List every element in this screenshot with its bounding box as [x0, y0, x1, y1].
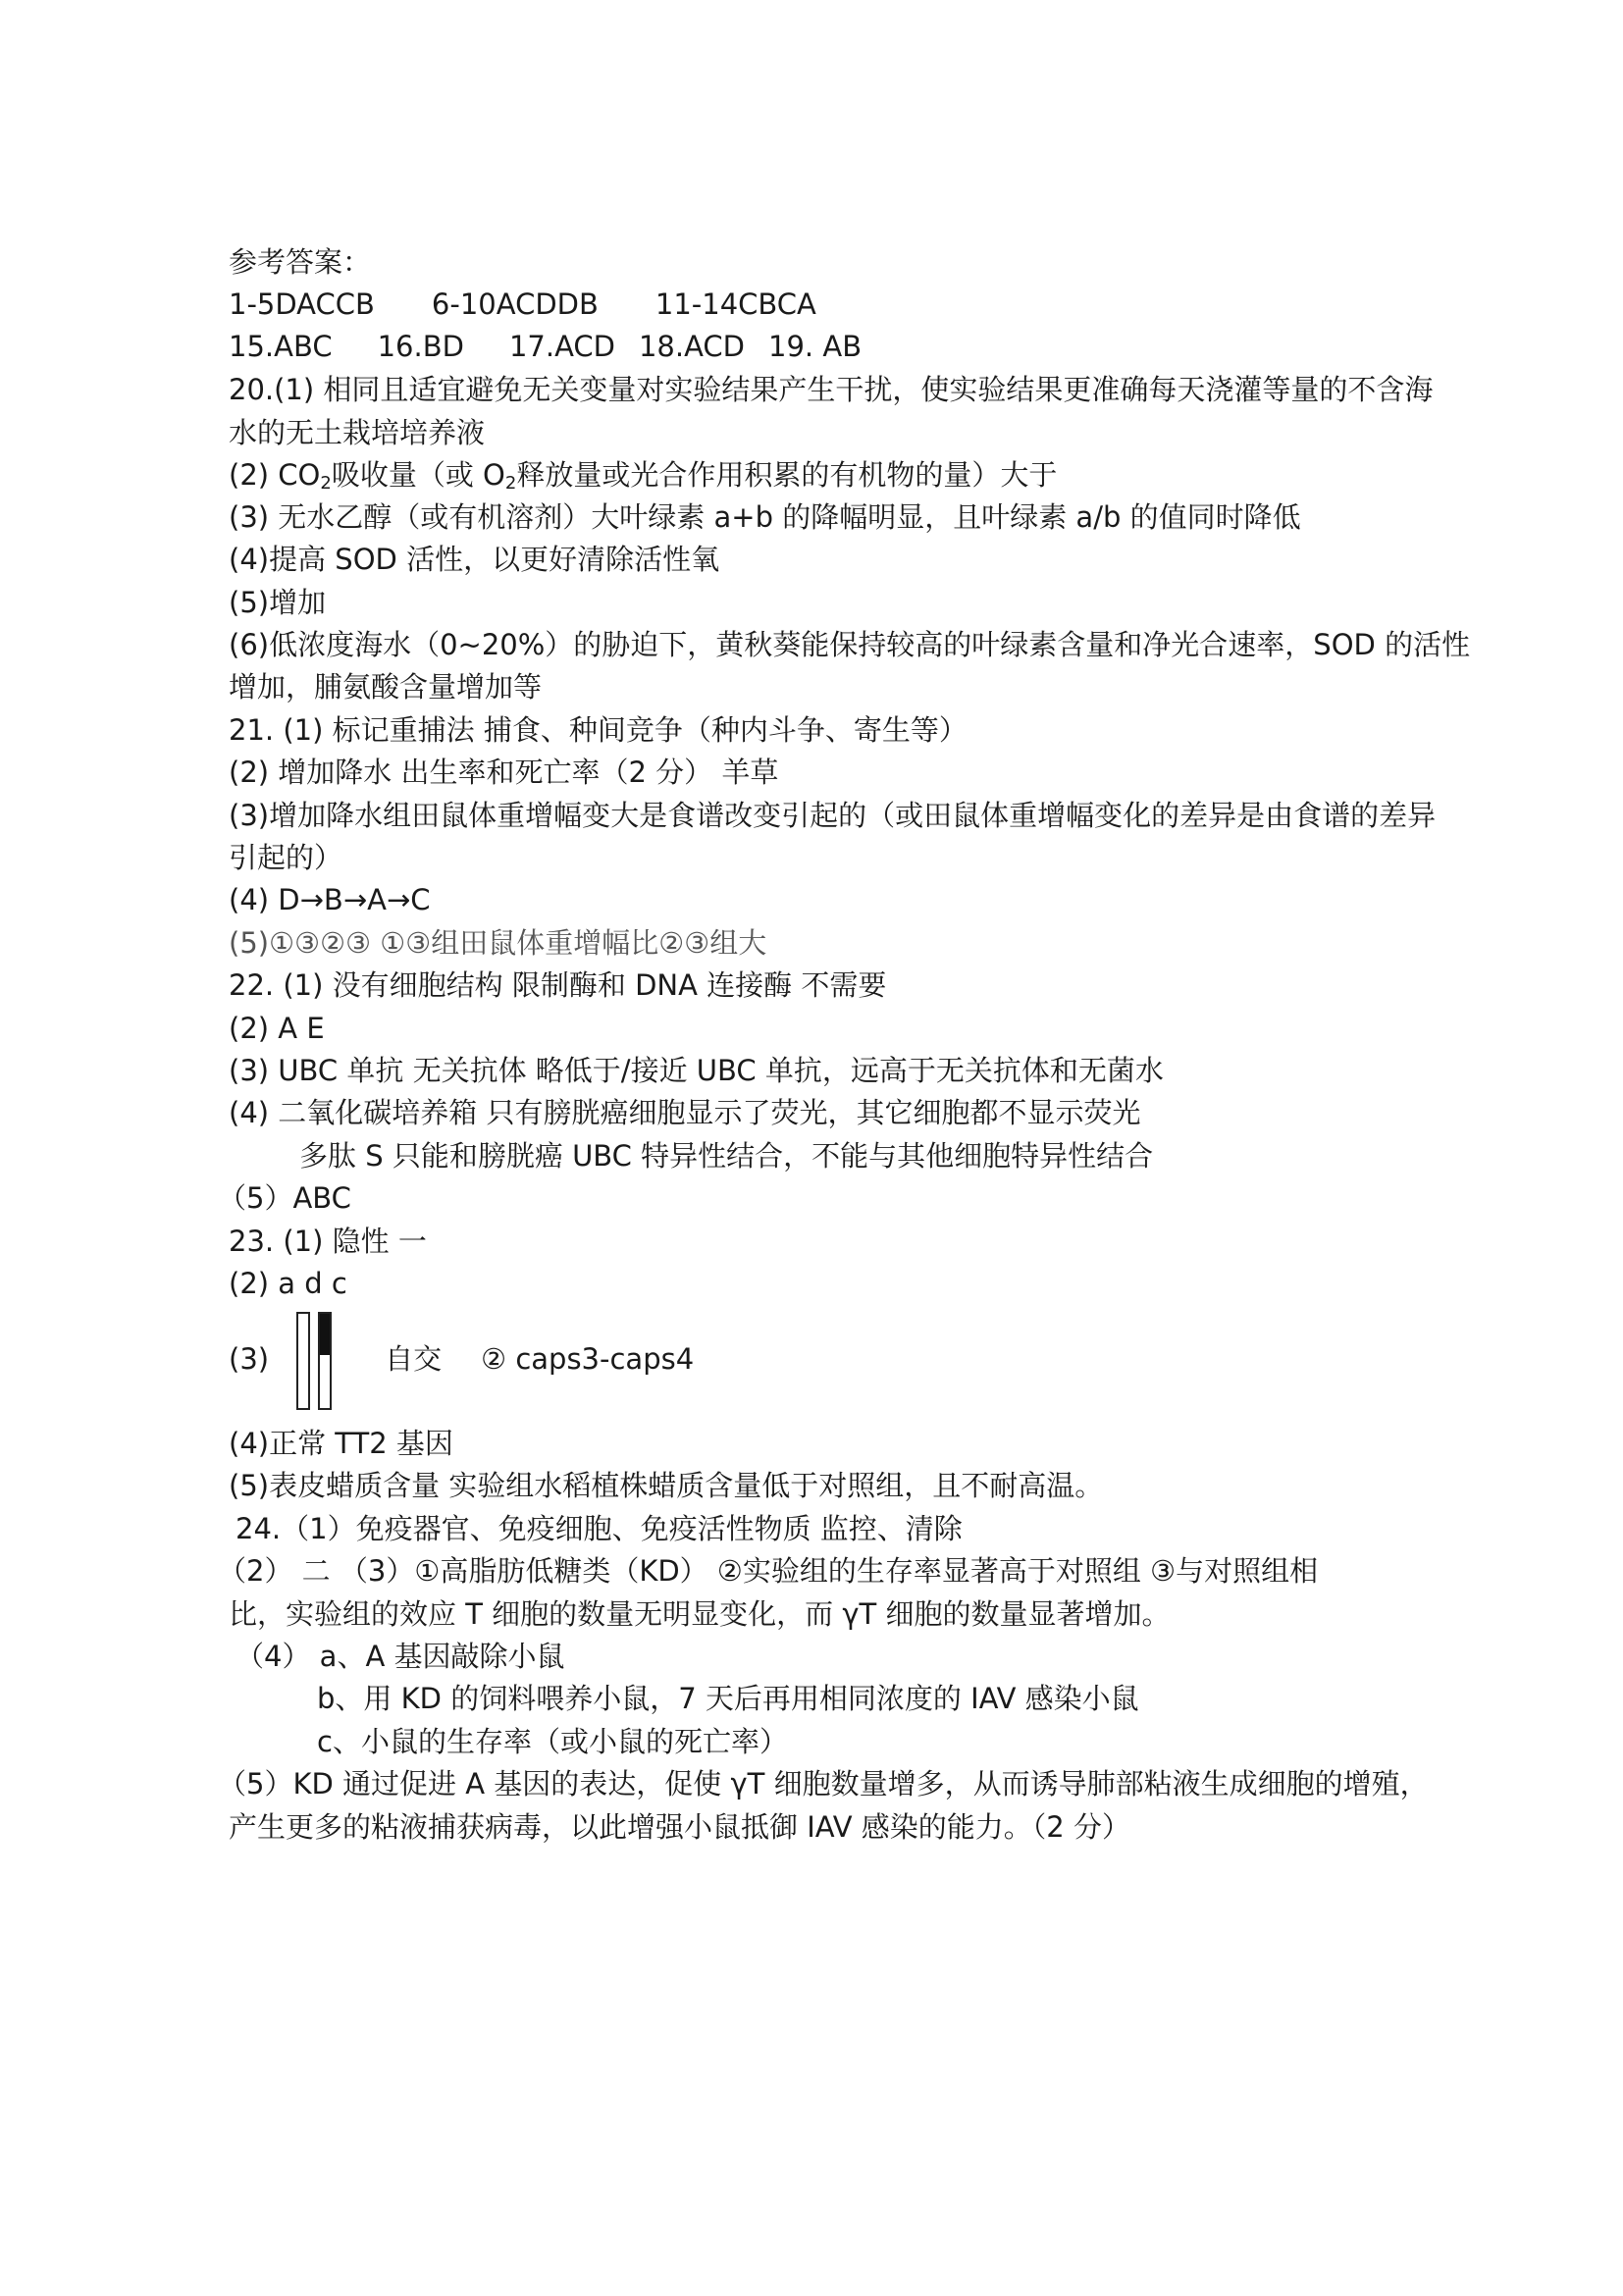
mc-6-10: 6-10ACDDB [431, 287, 599, 321]
q16: 16.BD [377, 330, 464, 363]
q21-line-4: 引起的） [229, 841, 343, 874]
q24-line-4: （4） a、A 基因敲除小鼠 [236, 1640, 565, 1673]
q21-line-6: (5)①③②③ ①③组田鼠体重增幅比②③组大 [229, 926, 767, 960]
q23-line-4: (4)正常 TT2 基因 [229, 1427, 453, 1460]
q15: 15.ABC [229, 330, 333, 363]
q22-line-5: 多肽 S 只能和膀胱癌 UBC 特异性结合，不能与其他细胞特异性结合 [299, 1139, 1154, 1173]
q18: 18.ACD [638, 330, 746, 363]
q21-line-3: (3)增加降水组田鼠体重增幅变大是食谱改变引起的（或田鼠体重增幅变化的差异是由食谱的差异 [229, 799, 1437, 832]
q23-line-1: 23. (1) 隐性 一 [229, 1225, 427, 1258]
q23-3-selfcross: 自交 [385, 1342, 443, 1376]
chromosome-marked-segment [320, 1314, 330, 1355]
q20-2-prefix: (2) CO [229, 458, 321, 492]
q22-line-4: (4) 二氧化碳培养箱 只有膀胱癌细胞显示了荧光，其它细胞都不显示荧光 [229, 1096, 1141, 1129]
q24-line-2: （2） 二 （3）①高脂肪低糖类（KD） ②实验组的生存率显著高于对照组 ③与对照组相 [218, 1554, 1319, 1588]
q23-3-label: (3) [229, 1342, 270, 1376]
q24-line-5: b、用 KD 的饲料喂养小鼠，7 天后再用相同浓度的 IAV 感染小鼠 [317, 1682, 1139, 1715]
q20-line-5: (4)提高 SOD 活性，以更好清除活性氧 [229, 543, 720, 576]
q22-line-6: （5）ABC [218, 1181, 351, 1215]
q17: 17.ACD [508, 330, 615, 363]
q21-line-1: 21. (1) 标记重捕法 捕食、种间竞争（种内斗争、寄生等） [229, 713, 968, 747]
q23-line-5: (5)表皮蜡质含量 实验组水稻植株蜡质含量低于对照组，且不耐高温。 [229, 1469, 1104, 1502]
q21-line-5: (4) D→B→A→C [229, 883, 431, 916]
mc-answers-line [229, 287, 816, 321]
q20-line-3 [229, 458, 1057, 500]
q23-line-2: (2) a d c [229, 1267, 347, 1300]
q20-line-4: (3) 无水乙醇（或有机溶剂）大叶绿素 a+b 的降幅明显，且叶绿素 a/b 的值同时降低 [229, 500, 1301, 534]
q22-line-2: (2) A E [229, 1012, 325, 1045]
co2-subscript: 2 [320, 473, 332, 494]
o2-subscript: 2 [504, 473, 517, 494]
q20-line-7: (6)低浓度海水（0~20%）的胁迫下，黄秋葵能保持较高的叶绿素含量和净光合速率，SOD 的活性 [229, 628, 1471, 661]
q20-line-6: (5)增加 [229, 586, 327, 619]
q24-line-1: 24.（1）免疫器官、免疫细胞、免疫活性物质 监控、清除 [236, 1512, 963, 1545]
q20-2-suffix: 释放量或光合作用积累的有机物的量）大于 [516, 458, 1058, 492]
page-title: 参考答案： [229, 245, 372, 279]
mc-1-5: 1-5DACCB [229, 287, 375, 321]
q20-line-2: 水的无土栽培培养液 [229, 416, 486, 449]
q24-line-6: c、小鼠的生存率（或小鼠的死亡率） [317, 1725, 788, 1758]
chromosome-left [296, 1312, 310, 1410]
q24-line-7: （5）KD 通过促进 A 基因的表达，促使 γT 细胞数量增多，从而诱导肺部粘液生成细胞的增殖， [218, 1767, 1429, 1800]
q20-line-8: 增加，脯氨酸含量增加等 [229, 670, 543, 704]
q23-line-3 [229, 1310, 694, 1410]
mc-11-14: 11-14CBCA [654, 287, 816, 321]
q24-line-8: 产生更多的粘液捕获病毒，以此增强小鼠抵御 IAV 感染的能力。（2 分） [229, 1810, 1130, 1844]
chromosome-right [318, 1312, 332, 1410]
q20-2-middle: 吸收量（或 O [331, 458, 505, 492]
q24-line-3: 比，实验组的效应 T 细胞的数量无明显变化，而 γT 细胞的数量显著增加。 [229, 1597, 1171, 1631]
chromosome-diagram [296, 1312, 345, 1410]
q22-line-3: (3) UBC 单抗 无关抗体 略低于/接近 UBC 单抗，远高于无关抗体和无菌水 [229, 1054, 1164, 1087]
q19: 19. AB [768, 330, 863, 363]
q22-line-1: 22. (1) 没有细胞结构 限制酶和 DNA 连接酶 不需要 [229, 968, 887, 1002]
q21-line-2: (2) 增加降水 出生率和死亡率（2 分） 羊草 [229, 756, 779, 789]
multi-answers-line [229, 330, 862, 363]
q23-3-primer: ② caps3-caps4 [481, 1342, 695, 1376]
q20-line-1: 20.(1) 相同且适宜避免无关变量对实验结果产生干扰，使实验结果更准确每天浇灌等量的不含海 [229, 373, 1434, 406]
